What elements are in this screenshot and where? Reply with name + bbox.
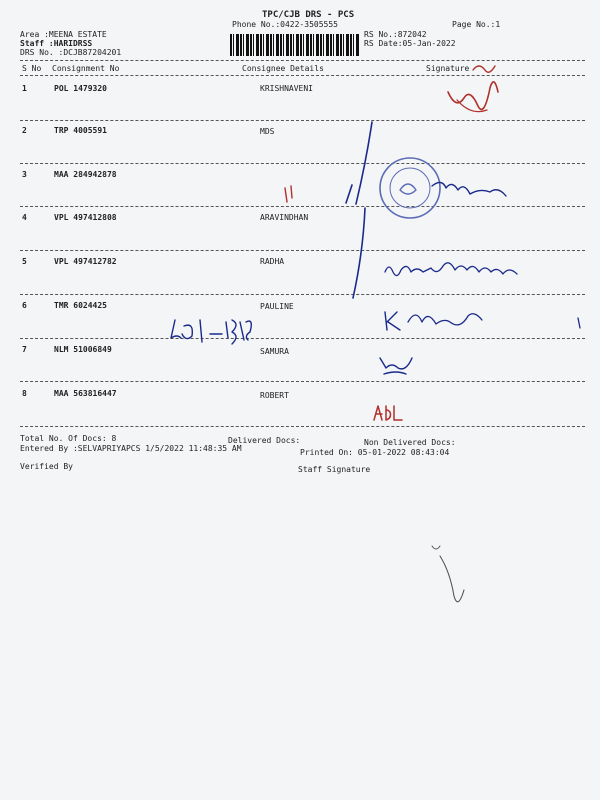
row-consignee: KRISHNAVENI (260, 84, 313, 93)
staff-signature-label: Staff Signature (298, 465, 371, 474)
col-consignment-header: Consignment No (52, 64, 120, 73)
row-sno: 7 (22, 345, 27, 354)
document-title: TPC/CJB DRS - PCS (262, 10, 355, 20)
row-consignee: ARAVINDHAN (260, 213, 309, 222)
row-sno: 2 (22, 126, 27, 135)
row-consignment: MAA 563816447 (54, 389, 117, 398)
handwritten-note (385, 263, 517, 276)
row-consignment: TMR 6024425 (54, 301, 107, 310)
rs-number: RS No.:872042 (364, 30, 427, 39)
row-consignee: ROBERT (260, 391, 289, 400)
verified-by-label: Verified By (20, 462, 73, 471)
row-consignee: PAULINE (260, 302, 294, 311)
red-signature-mark (448, 82, 498, 110)
non-delivered-docs: Non Delivered Docs: (364, 438, 456, 447)
row-sno: 1 (22, 84, 27, 93)
handwritten-date (171, 320, 251, 344)
red-signature-mark (473, 66, 495, 72)
bracket-stroke (353, 208, 365, 298)
delivered-docs: Delivered Docs: (228, 436, 301, 445)
drs-number: DRS No. :DCJB87204201 (20, 48, 122, 57)
red-signature-mark (374, 406, 402, 420)
handwritten-note (380, 358, 412, 374)
bracket-stroke (356, 122, 372, 204)
ink-mark (285, 186, 292, 202)
row-consignee: SAMURA (260, 347, 289, 356)
row-consignment: TRP 4005591 (54, 126, 107, 135)
row-sno: 4 (22, 213, 27, 222)
row-consignee: RADHA (260, 257, 285, 266)
handwritten-note (385, 312, 400, 330)
row-sno: 3 (22, 170, 27, 179)
row-sno: 8 (22, 389, 27, 398)
phone-number: Phone No.:0422-3505555 (232, 20, 338, 29)
row-consignment: NLM 51006849 (54, 345, 112, 354)
row-consignment: MAA 284942878 (54, 170, 117, 179)
handwritten-note (408, 314, 482, 325)
row-consignment: VPL 497412808 (54, 213, 117, 222)
printed-on: Printed On: 05-01-2022 08:43:04 (300, 448, 450, 457)
col-consignee-header: Consignee Details (242, 64, 324, 73)
col-sno-header: S No (22, 64, 42, 73)
staff-label: Staff :HARIDRSS (20, 39, 93, 48)
page-number: Page No.:1 (452, 20, 501, 29)
company-stamp (380, 158, 440, 218)
row-sno: 6 (22, 301, 27, 310)
ink-mark (432, 546, 440, 549)
row-consignment: VPL 497412782 (54, 257, 117, 266)
ink-mark (440, 556, 464, 602)
row-consignee: MDS (260, 127, 275, 136)
bracket-stroke (346, 185, 352, 203)
entered-by: Entered By :SELVAPRIYAPCS 1/5/2022 11:48:35 AM (20, 444, 242, 453)
col-signature-header: Signature (426, 64, 470, 73)
rs-date: RS Date:05-Jan-2022 (364, 39, 456, 48)
row-sno: 5 (22, 257, 27, 266)
total-docs: Total No. Of Docs: 8 (20, 434, 117, 443)
area-label: Area :MEENA ESTATE (20, 30, 107, 39)
row-consignment: POL 1479320 (54, 84, 107, 93)
handwritten-signature (432, 182, 506, 196)
